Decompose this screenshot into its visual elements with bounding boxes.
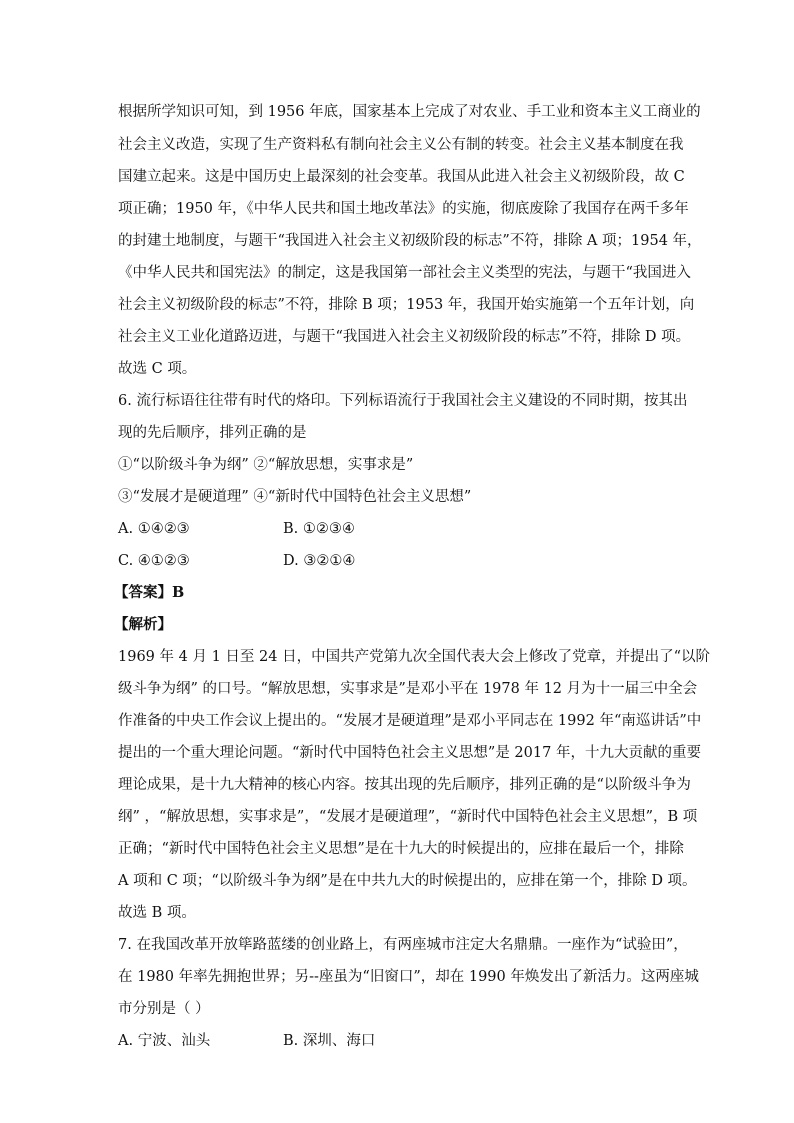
q5-analysis-line: 根据所学知识可知，到 1956 年底，国家基本上完成了对农业、手工业和资本主义工商业的 bbox=[118, 104, 701, 120]
q6-analysis-line: 作准备的中央工作会议上提出的。“发展才是硬道理”是邓小平同志在 1992 年“南巡讲话”中 bbox=[118, 713, 702, 729]
q5-analysis-line: 的封建土地制度，与题干“我国进入社会主义初级阶段的标志”不符，排除 A 项；1954 年， bbox=[118, 233, 702, 249]
q6-analysis-line: 级斗争为纲” 的口号。“解放思想，实事求是”是邓小平在 1978 年 12 月为十一届三中全会 bbox=[118, 681, 698, 697]
q6-items-line: ①“以阶级斗争为纲” ②“解放思想，实事求是” bbox=[118, 457, 414, 473]
q6-analysis-line: 1969 年 4 月 1 日至 24 日，中国共产党第九次全国代表大会上修改了党章，并提出了“以阶 bbox=[118, 649, 710, 665]
q7-stem-line: 在 1980 年率先拥抱世界；另--座虽为“旧窗口”，却在 1990 年焕发出了新活力。这两座城 bbox=[118, 969, 699, 985]
q5-analysis-line: 社会主义改造，实现了生产资料私有制向社会主义公有制的转变。社会主义基本制度在我 bbox=[118, 137, 684, 153]
q7-option-b: B. 深圳、海口 bbox=[283, 1033, 376, 1049]
q6-stem-line: 现的先后顺序，排列正确的是 bbox=[118, 425, 307, 441]
q5-analysis-line: 故选 C 项。 bbox=[118, 361, 197, 377]
q5-analysis-line: 国建立起来。这是中国历史上最深刻的社会变革。我国从此进入社会主义初级阶段，故 C bbox=[118, 169, 685, 185]
q6-option-c: C. ④①②③ bbox=[118, 553, 190, 569]
q6-analysis-line: A 项和 C 项；“以阶级斗争为纲”是在中共九大的时候提出的，应排在第一个，排除 D 项。 bbox=[118, 873, 697, 889]
q6-analysis-line: 提出的一个重大理论问题。“新时代中国特色社会主义思想”是 2017 年，十九大贡献的重要 bbox=[118, 745, 701, 761]
q5-analysis-line: 社会主义初级阶段的标志”不符，排除 B 项；1953 年，我国开始实施第一个五年计划，向 bbox=[118, 297, 695, 313]
q6-analysis-line: 正确；“新时代中国特色社会主义思想”是在十九大的时候提出的，应排在最后一个，排除 bbox=[118, 841, 684, 857]
q6-stem-line: 6. 流行标语往往带有时代的烙印。下列标语流行于我国社会主义建设的不同时期，按其出 bbox=[118, 393, 688, 409]
q5-analysis-line: 社会主义工业化道路迈进，与题干“我国进入社会主义初级阶段的标志”不符，排除 D 项。 bbox=[118, 329, 691, 345]
q6-analysis-line: 故选 B 项。 bbox=[118, 905, 196, 921]
q6-analysis-line: 理论成果，是十九大精神的核心内容。按其出现的先后顺序，排列正确的是“以阶级斗争为 bbox=[118, 777, 691, 793]
q6-option-d: D. ③②①④ bbox=[283, 553, 356, 569]
q6-option-a: A. ①④②③ bbox=[118, 521, 190, 537]
q6-answer: 【答案】B bbox=[114, 584, 185, 601]
q7-option-a: A. 宁波、汕头 bbox=[118, 1033, 211, 1049]
q7-stem-line: 市分别是（ ） bbox=[118, 1001, 210, 1017]
q5-analysis-line: 《中华人民共和国宪法》的制定，这是我国第一部社会主义类型的宪法，与题干“我国进入 bbox=[118, 265, 691, 281]
q5-analysis-line: 项正确；1950 年，《中华人民共和国土地改革法》的实施，彻底废除了我国存在两千多年 bbox=[118, 201, 689, 217]
q6-items-line: ③“发展才是硬道理” ④“新时代中国特色社会主义思想” bbox=[118, 489, 472, 505]
q6-analysis-line: 纲” ，“解放思想，实事求是”，“发展才是硬道理”，“新时代中国特色社会主义思想”，B 项 bbox=[118, 809, 698, 825]
q6-option-b: B. ①②③④ bbox=[283, 521, 355, 537]
q6-analysis-heading: 【解析】 bbox=[114, 616, 172, 633]
q7-stem-line: 7. 在我国改革开放筚路蓝缕的创业路上，有两座城市注定大名鼎鼎。一座作为“试验田”， bbox=[118, 937, 688, 953]
